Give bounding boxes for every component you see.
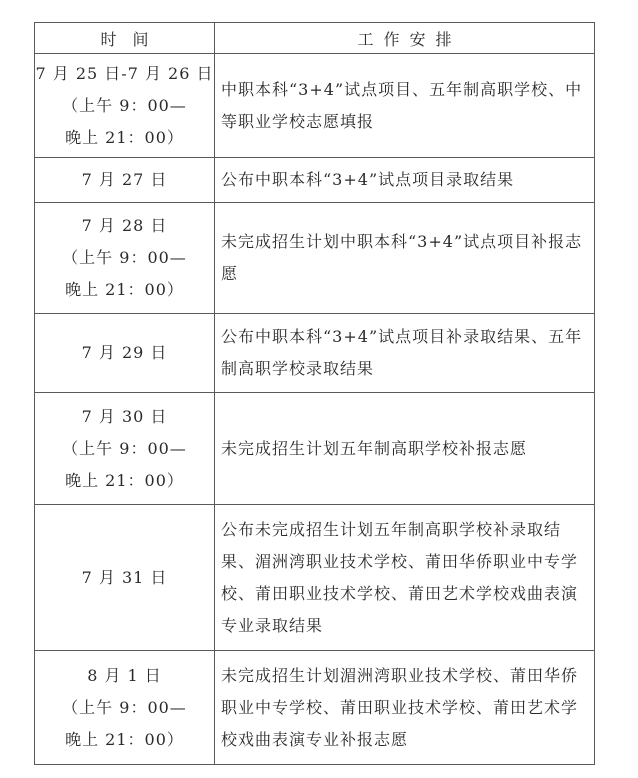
time-line: 7 月 30 日 bbox=[81, 406, 168, 426]
task-cell: 公布中职本科“3+4”试点项目补录取结果、五年制高职学校录取结果 bbox=[215, 314, 595, 393]
time-line: 晚上 21：00） bbox=[65, 280, 184, 299]
task-cell: 未完成招生计划中职本科“3+4”试点项目补报志愿 bbox=[215, 203, 595, 314]
time-cell bbox=[35, 54, 215, 158]
table-row bbox=[35, 158, 595, 203]
table-row bbox=[35, 651, 595, 765]
table-row bbox=[35, 54, 595, 158]
table-row bbox=[35, 203, 595, 314]
time-cell bbox=[35, 203, 215, 314]
time-line: 晚上 21：00） bbox=[65, 470, 184, 490]
table-row bbox=[35, 505, 595, 651]
time-line: 7 月 31 日 bbox=[81, 567, 168, 587]
header-time: 时间 bbox=[35, 23, 215, 54]
header-task: 工作安排 bbox=[215, 23, 595, 54]
task-cell: 未完成招生计划湄洲湾职业技术学校、莆田华侨职业中专学校、莆田职业技术学校、莆田艺术学校戏曲表演专业补报志愿 bbox=[215, 651, 595, 765]
table-row bbox=[35, 393, 595, 505]
time-line: 晚上 21：00） bbox=[65, 127, 184, 147]
task-cell: 中职本科“3+4”试点项目、五年制高职学校、中等职业学校志愿填报 bbox=[215, 54, 595, 158]
time-cell bbox=[35, 393, 215, 505]
time-line: 8 月 1 日 bbox=[87, 665, 162, 685]
time-cell bbox=[35, 158, 215, 203]
time-line: 7 月 29 日 bbox=[81, 343, 168, 362]
time-line: 7 月 25 日-7 月 26 日 bbox=[35, 63, 214, 83]
table-row bbox=[35, 314, 595, 393]
time-cell bbox=[35, 651, 215, 765]
task-cell: 公布中职本科“3+4”试点项目录取结果 bbox=[215, 158, 595, 203]
time-line: 7 月 27 日 bbox=[81, 170, 168, 189]
time-line: （上午 9：00— bbox=[62, 438, 187, 458]
task-cell: 公布未完成招生计划五年制高职学校补录取结果、湄洲湾职业技术学校、莆田华侨职业中专学校、莆田职业技术学校、莆田艺术学校戏曲表演专业录取结果 bbox=[215, 505, 595, 651]
time-cell bbox=[35, 314, 215, 393]
task-cell: 未完成招生计划五年制高职学校补报志愿 bbox=[215, 393, 595, 505]
time-line: 7 月 28 日 bbox=[81, 216, 168, 235]
schedule-table bbox=[34, 22, 595, 765]
time-line: 晚上 21：00） bbox=[65, 729, 184, 749]
header-row bbox=[35, 23, 595, 54]
time-line: （上午 9：00— bbox=[62, 697, 187, 717]
time-line: （上午 9：00— bbox=[62, 95, 187, 115]
time-cell bbox=[35, 505, 215, 651]
time-line: （上午 9：00— bbox=[62, 248, 187, 267]
